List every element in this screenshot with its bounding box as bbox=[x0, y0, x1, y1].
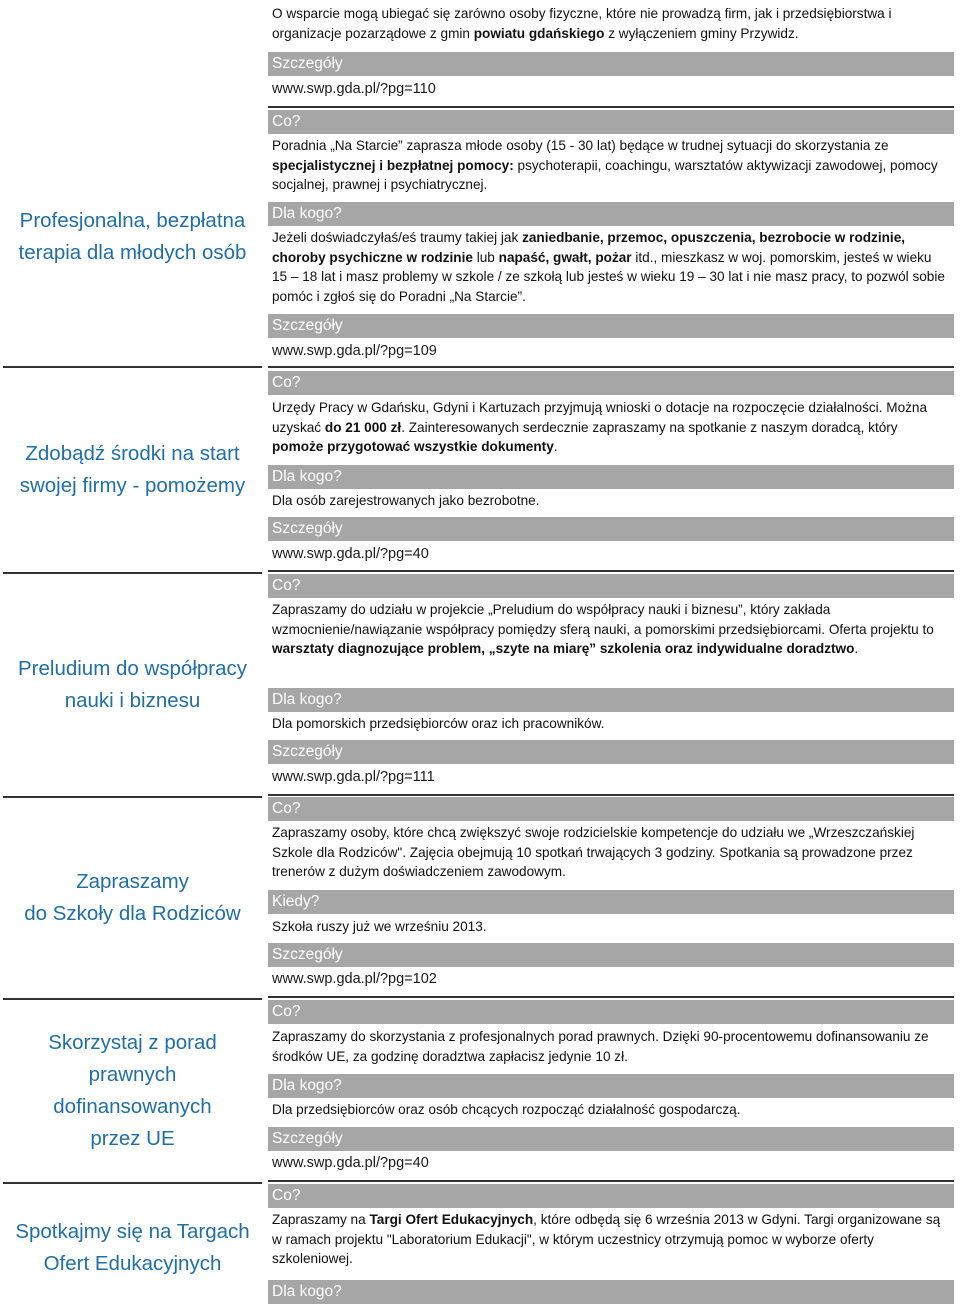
co-header: Co? bbox=[268, 110, 954, 134]
s1-co-text: Poradnia „Na Starcie” zaprasza młode osoby (15 - 30 lat) będące w trudnej sytuacji do skorzystania ze specjalistycznej i bezpłatnej pomocy: psychoterapii, coachingu, warsztatów aktywizacji zawodowej, pomocy socjalnej, prawnej i psychiatrycznej. bbox=[272, 138, 938, 192]
sidebar bbox=[0, 0, 262, 1314]
s3-co-text: Zapraszamy do udziału w projekcie „Preludium do współpracy nauki i biznesu”, który zakłada wzmocnienie/nawiązanie współpracy pomiędzy sferą nauki, a pomorskimi przedsiębiorcami. Oferta projektu to warsztaty diagnozujące problem, „szyte na miarę” szkolenia oraz indywidualne doradztwo. bbox=[272, 602, 934, 656]
sidebar-item-srodki[interactable] bbox=[3, 366, 262, 572]
details-header: Szczegóły bbox=[268, 517, 954, 541]
details-header: Szczegóły bbox=[268, 740, 954, 764]
section-divider bbox=[268, 996, 954, 998]
dla-kogo-header: Dla kogo? bbox=[268, 1074, 954, 1098]
details-header: Szczegóły bbox=[268, 943, 954, 967]
sidebar-item-porady-prawne[interactable] bbox=[3, 998, 262, 1182]
top-description: O wsparcie mogą ubiegać się zarówno osoby fizyczne, które nie prowadzą firm, jak i przedsiębiorstwa i organizacje pozarządowe z gmin powiatu gdańskiego z wyłączeniem gminy Przywidz. bbox=[272, 6, 892, 41]
details-link[interactable]: www.swp.gda.pl/?pg=40 bbox=[272, 546, 429, 562]
co-header: Co? bbox=[268, 371, 954, 395]
section-divider bbox=[268, 106, 954, 108]
details-header: Szczegóły bbox=[268, 314, 954, 338]
dla-kogo-header: Dla kogo? bbox=[268, 688, 954, 712]
co-header: Co? bbox=[268, 1184, 954, 1208]
sidebar-item-label: Zapraszamy do Szkoły dla Rodziców bbox=[24, 870, 241, 925]
section-divider bbox=[268, 794, 954, 796]
s3-dla-kogo-text: Dla pomorskich przedsiębiorców oraz ich pracowników. bbox=[272, 716, 605, 731]
sidebar-item-label: Profesjonalna, bezpłatna terapia dla młodych osób bbox=[18, 209, 247, 264]
sidebar-item-szkola-rodzicow[interactable] bbox=[3, 796, 262, 998]
details-header: Szczegóły bbox=[268, 52, 954, 76]
dla-kogo-header: Dla kogo? bbox=[268, 465, 954, 489]
sidebar-item-label: Spotkajmy się na Targach Ofert Edukacyjnych bbox=[15, 1220, 250, 1275]
co-header: Co? bbox=[268, 574, 954, 598]
sidebar-item-terapia[interactable] bbox=[3, 110, 262, 364]
s6-co-text: Zapraszamy na Targi Ofert Edukacyjnych, które odbędą się 6 września 2013 w Gdyni. Targi organizowane są w ramach projektu "Laboratorium Edukacji", w którym uczestnicy otrzymują pomoc w wyborze oferty szkoleniowej. bbox=[272, 1212, 941, 1266]
dla-kogo-header: Dla kogo? bbox=[268, 1280, 954, 1304]
co-header: Co? bbox=[268, 797, 954, 821]
details-link[interactable]: www.swp.gda.pl/?pg=40 bbox=[272, 1155, 429, 1171]
kiedy-header: Kiedy? bbox=[268, 890, 954, 914]
details-link[interactable]: www.swp.gda.pl/?pg=111 bbox=[272, 769, 435, 785]
sidebar-item-targi[interactable] bbox=[3, 1182, 262, 1312]
section-divider bbox=[268, 366, 954, 368]
sidebar-item-label: Skorzystaj z porad prawnych dofinansowanych przez UE bbox=[48, 1031, 217, 1150]
s1-dla-kogo-text: Jeżeli doświadczyłaś/eś traumy takiej jak zaniedbanie, przemoc, opuszczenia, bezrobocie w rodzinie, choroby psychiczne w rodzinie lub napaść, gwałt, pożar itd., mieszkasz w woj. pomorskim, jesteś w wieku 15 – 18 lat i masz problemy w szkole / ze szkołą lub jesteś w wieku 19 – 30 lat i nie masz pracy, to pozwól sobie pomóc i zgłoś się do Poradni „Na Starcie”. bbox=[272, 230, 945, 304]
details-link[interactable]: www.swp.gda.pl/?pg=109 bbox=[272, 343, 437, 359]
co-header: Co? bbox=[268, 1000, 954, 1024]
s5-co-text: Zapraszamy do skorzystania z profesjonalnych porad prawnych. Dzięki 90-procentowemu dofinansowaniu ze środków UE, za godzinę doradztwa zapłacisz jedynie 10 zł. bbox=[272, 1029, 929, 1064]
section-divider bbox=[268, 1180, 954, 1182]
sidebar-item-label: Zdobądź środki na start swojej firmy - pomożemy bbox=[19, 442, 246, 497]
dla-kogo-header: Dla kogo? bbox=[268, 202, 954, 226]
sidebar-item-label: Preludium do współpracy nauki i biznesu bbox=[17, 657, 248, 712]
section-divider bbox=[268, 570, 954, 572]
details-link[interactable]: www.swp.gda.pl/?pg=110 bbox=[272, 81, 436, 97]
details-header: Szczegóły bbox=[268, 1127, 954, 1151]
s4-co-text: Zapraszamy osoby, które chcą zwiększyć swoje rodzicielskie kompetencje do udziału we „Wrzeszczańskiej Szkole dla Rodziców". Zajęcia obejmują 10 spotkań trwających 3 godziny. Spotkania są prowadzone przez trenerów z dużym doświadczeniem zawodowym. bbox=[272, 825, 915, 879]
s4-kiedy-text: Szkoła ruszy już we wrześniu 2013. bbox=[272, 919, 487, 934]
sidebar-item-preludium[interactable] bbox=[3, 572, 262, 796]
s2-dla-kogo-text: Dla osób zarejestrowanych jako bezrobotne. bbox=[272, 493, 540, 508]
details-link[interactable]: www.swp.gda.pl/?pg=102 bbox=[272, 971, 437, 987]
s5-dla-kogo-text: Dla przedsiębiorców oraz osób chcących rozpocząć działalność gospodarczą. bbox=[272, 1102, 741, 1117]
main-content bbox=[268, 0, 954, 1314]
s2-co-text: Urzędy Pracy w Gdańsku, Gdyni i Kartuzach przyjmują wnioski o dotacje na rozpoczęcie działalności. Można uzyskać do 21 000 zł. Zainteresowanych serdecznie zapraszamy na spotkanie z naszym doradcą, który pomoże przygotować wszystkie dokumenty. bbox=[272, 400, 928, 454]
